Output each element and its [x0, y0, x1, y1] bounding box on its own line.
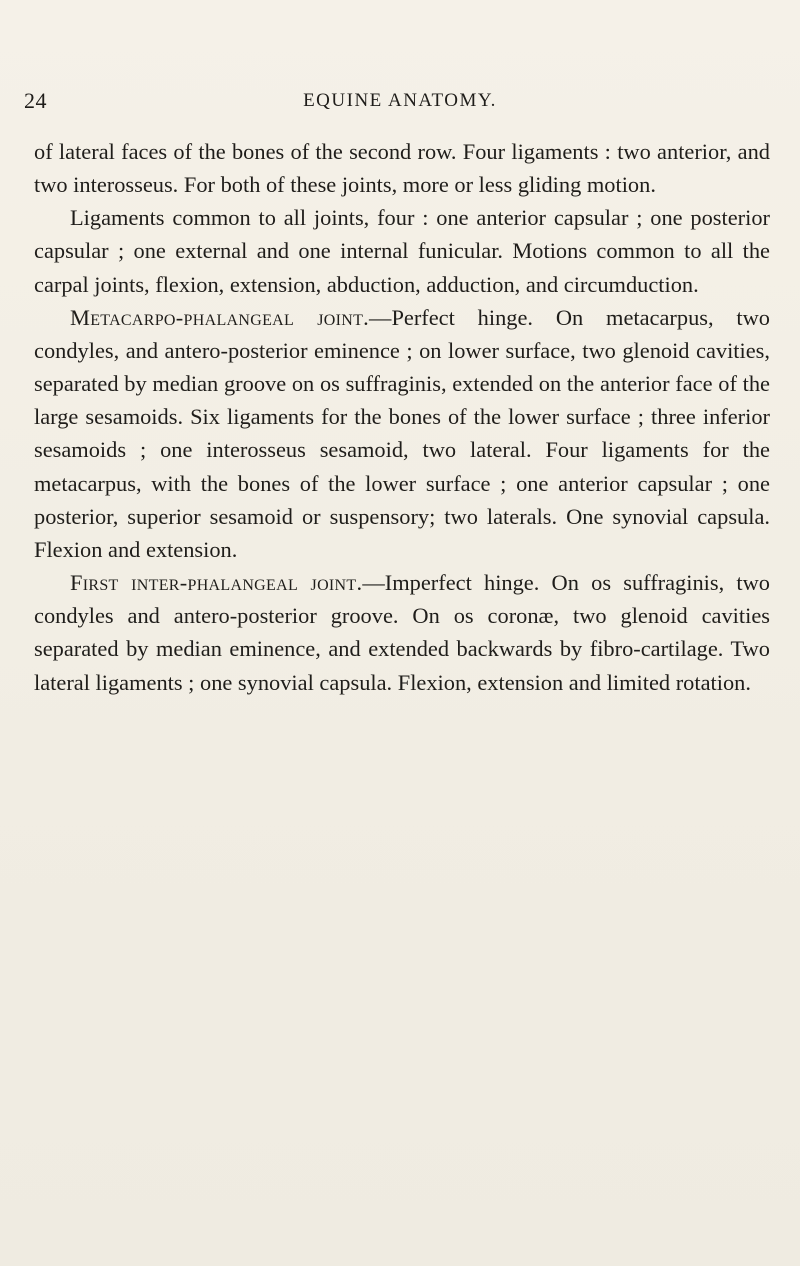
paragraph-3 — [34, 301, 770, 566]
section-heading-metacarpo-phalangeal: Metacarpo-phalangeal joint. — [70, 304, 370, 330]
paragraph-4 — [34, 566, 770, 699]
paragraph-2 — [34, 201, 770, 300]
running-head: EQUINE ANATOMY. — [303, 90, 497, 111]
page-number: 24 — [24, 88, 47, 113]
paragraph-1 — [34, 135, 770, 201]
paragraph-4-text: —Imperfect hinge. On os suffraginis, two condyles and antero-posterior groove. On os coronæ, two glenoid cavities separated by median eminence, and extended backwards by fibro-cartilage. Two lateral ligaments ; one synovial capsula. Flexion, extension and limited rotation. — [34, 570, 770, 695]
body-text — [34, 135, 770, 699]
page-header — [0, 88, 800, 118]
paragraph-2-text: Ligaments common to all joints, four : one anterior capsular ; one posterior capsular ; one external and one internal funicular. Motions common to all the carpal joints, flexion, extension, abduction, adduction, and circumduction. — [34, 205, 770, 297]
section-heading-first-inter-phalangeal: First inter-phalangeal joint. — [70, 570, 363, 596]
paragraph-3-text: —Perfect hinge. On metacarpus, two condyles, and antero-posterior eminence ; on lower surface, two glenoid cavities, separated by median groove on os suffraginis, extended on the anterior face of the large sesamoids. Six ligaments for the bones of the lower surface ; three inferior sesamoids ; one interosseus sesamoid, two lateral. Four ligaments for the metacarpus, with the bones of the lower surface ; one anterior capsular ; one posterior, superior sesamoid or suspensory; two laterals. One synovial capsula. Flexion and extension. — [34, 304, 770, 562]
paragraph-1-text: of lateral faces of the bones of the second row. Four ligaments : two anterior, and two interosseus. For both of these joints, more or less gliding motion. — [34, 139, 770, 198]
